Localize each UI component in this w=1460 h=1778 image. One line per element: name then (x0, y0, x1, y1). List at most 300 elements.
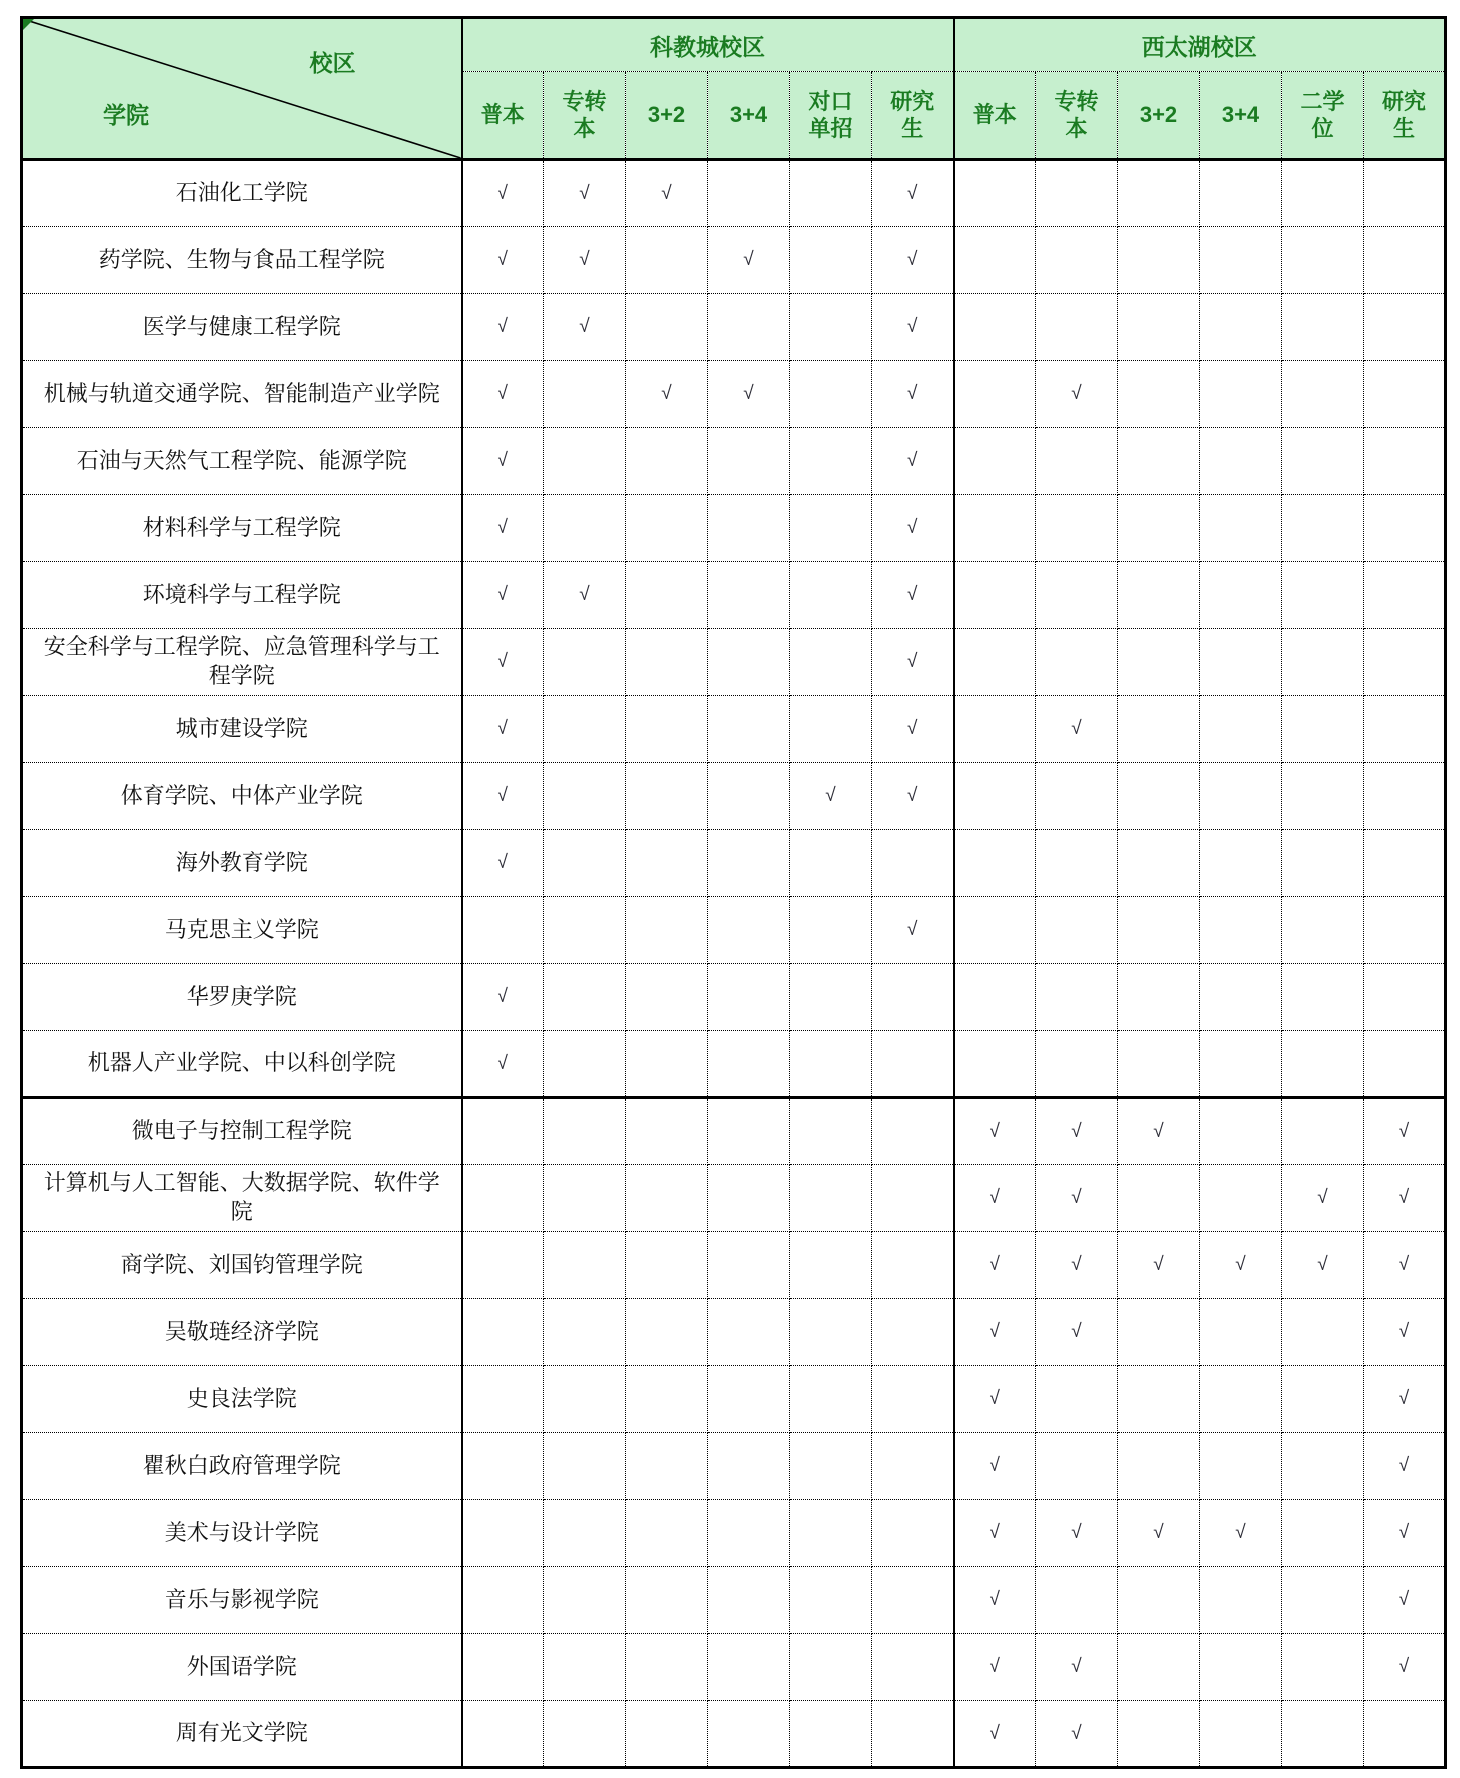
empty-cell (1282, 562, 1364, 629)
empty-cell (1036, 495, 1118, 562)
empty-cell (462, 1567, 544, 1634)
empty-cell (872, 1299, 954, 1366)
empty-cell (544, 1232, 626, 1299)
college-name-cell: 机械与轨道交通学院、智能制造产业学院 (22, 361, 462, 428)
empty-cell (872, 1567, 954, 1634)
check-mark-cell: √ (1282, 1165, 1364, 1232)
check-mark-cell: √ (1364, 1299, 1446, 1366)
check-mark-cell: √ (462, 763, 544, 830)
empty-cell (708, 964, 790, 1031)
college-name-cell: 药学院、生物与食品工程学院 (22, 227, 462, 294)
check-mark-cell: √ (1036, 361, 1118, 428)
empty-cell (954, 830, 1036, 897)
empty-cell (708, 696, 790, 763)
check-mark-cell: √ (1118, 1098, 1200, 1165)
empty-cell (790, 1634, 872, 1701)
table-row (22, 562, 1446, 629)
check-mark-cell: √ (954, 1701, 1036, 1768)
college-name-cell: 环境科学与工程学院 (22, 562, 462, 629)
empty-cell (626, 227, 708, 294)
college-name-cell: 机器人产业学院、中以科创学院 (22, 1031, 462, 1098)
empty-cell (544, 1701, 626, 1768)
empty-cell (790, 227, 872, 294)
check-mark-cell: √ (1364, 1634, 1446, 1701)
empty-cell (1118, 696, 1200, 763)
empty-cell (626, 1366, 708, 1433)
check-mark-cell: √ (872, 696, 954, 763)
empty-cell (1282, 1299, 1364, 1366)
empty-cell (1200, 1031, 1282, 1098)
check-mark-cell: √ (626, 361, 708, 428)
check-mark-cell: √ (1364, 1165, 1446, 1232)
check-mark-cell: √ (1118, 1232, 1200, 1299)
empty-cell (626, 629, 708, 696)
check-mark-cell: √ (954, 1098, 1036, 1165)
check-mark-cell: √ (462, 562, 544, 629)
empty-cell (1364, 361, 1446, 428)
empty-cell (544, 1366, 626, 1433)
empty-cell (1364, 763, 1446, 830)
empty-cell (1282, 1701, 1364, 1768)
empty-cell (1364, 629, 1446, 696)
empty-cell (708, 897, 790, 964)
empty-cell (1364, 830, 1446, 897)
college-name-cell: 外国语学院 (22, 1634, 462, 1701)
empty-cell (708, 1433, 790, 1500)
empty-cell (626, 830, 708, 897)
empty-cell (1364, 562, 1446, 629)
college-name-cell: 石油化工学院 (22, 160, 462, 227)
college-name-cell: 医学与健康工程学院 (22, 294, 462, 361)
check-mark-cell: √ (1282, 1232, 1364, 1299)
empty-cell (790, 160, 872, 227)
empty-cell (1036, 1031, 1118, 1098)
empty-cell (1282, 1366, 1364, 1433)
empty-cell (462, 1366, 544, 1433)
corner-cell (22, 18, 462, 160)
check-mark-cell: √ (1036, 1500, 1118, 1567)
check-mark-cell: √ (708, 227, 790, 294)
check-mark-cell: √ (462, 696, 544, 763)
empty-cell (1282, 897, 1364, 964)
empty-cell (626, 294, 708, 361)
empty-cell (462, 1634, 544, 1701)
empty-cell (1282, 1433, 1364, 1500)
empty-cell (1036, 160, 1118, 227)
empty-cell (708, 1366, 790, 1433)
check-mark-cell: √ (1036, 1098, 1118, 1165)
empty-cell (544, 1634, 626, 1701)
empty-cell (1036, 562, 1118, 629)
check-mark-cell: √ (872, 897, 954, 964)
empty-cell (626, 1567, 708, 1634)
table-row (22, 1500, 1446, 1567)
college-name-cell: 美术与设计学院 (22, 1500, 462, 1567)
college-name-cell: 华罗庚学院 (22, 964, 462, 1031)
empty-cell (790, 294, 872, 361)
empty-cell (790, 562, 872, 629)
table-row (22, 1366, 1446, 1433)
check-mark-cell: √ (1036, 1165, 1118, 1232)
empty-cell (954, 1031, 1036, 1098)
empty-cell (1200, 562, 1282, 629)
empty-cell (790, 1500, 872, 1567)
check-mark-cell: √ (872, 294, 954, 361)
college-name-cell: 计算机与人工智能、大数据学院、软件学院 (22, 1165, 462, 1232)
table-row (22, 763, 1446, 830)
empty-cell (954, 495, 1036, 562)
check-mark-cell: √ (1036, 1634, 1118, 1701)
col-header-kjc-3plus2: 3+2 (626, 72, 708, 160)
empty-cell (1364, 428, 1446, 495)
empty-cell (790, 1098, 872, 1165)
college-name-cell: 音乐与影视学院 (22, 1567, 462, 1634)
check-mark-cell: √ (1364, 1232, 1446, 1299)
empty-cell (954, 763, 1036, 830)
table-row (22, 1433, 1446, 1500)
empty-cell (790, 830, 872, 897)
empty-cell (1282, 696, 1364, 763)
empty-cell (1364, 1031, 1446, 1098)
empty-cell (1282, 629, 1364, 696)
empty-cell (708, 1299, 790, 1366)
check-mark-cell: √ (462, 294, 544, 361)
check-mark-cell: √ (544, 227, 626, 294)
empty-cell (544, 897, 626, 964)
check-mark-cell: √ (872, 495, 954, 562)
empty-cell (544, 495, 626, 562)
college-name-cell: 周有光文学院 (22, 1701, 462, 1768)
check-mark-cell: √ (872, 361, 954, 428)
check-mark-cell: √ (1036, 1701, 1118, 1768)
empty-cell (790, 495, 872, 562)
empty-cell (1036, 629, 1118, 696)
empty-cell (544, 1165, 626, 1232)
empty-cell (626, 1031, 708, 1098)
check-mark-cell: √ (954, 1299, 1036, 1366)
check-mark-cell: √ (462, 361, 544, 428)
empty-cell (954, 227, 1036, 294)
col-header-kjc-duikoudanzhao: 对口单招 (790, 72, 872, 160)
check-mark-cell: √ (462, 160, 544, 227)
admissions-table-sheet (20, 16, 1447, 1769)
empty-cell (872, 1500, 954, 1567)
empty-cell (1118, 227, 1200, 294)
empty-cell (1036, 1366, 1118, 1433)
campus-college-table (20, 16, 1447, 1769)
check-mark-cell: √ (462, 227, 544, 294)
empty-cell (1036, 763, 1118, 830)
check-mark-cell: √ (872, 562, 954, 629)
empty-cell (1364, 160, 1446, 227)
empty-cell (626, 1098, 708, 1165)
empty-cell (1200, 1701, 1282, 1768)
table-row (22, 1634, 1446, 1701)
empty-cell (1364, 294, 1446, 361)
empty-cell (1118, 830, 1200, 897)
corner-triangle-marker (23, 19, 34, 30)
check-mark-cell: √ (1200, 1500, 1282, 1567)
college-name-cell: 安全科学与工程学院、应急管理科学与工程学院 (22, 629, 462, 696)
college-name-cell: 海外教育学院 (22, 830, 462, 897)
empty-cell (1200, 1567, 1282, 1634)
empty-cell (462, 1500, 544, 1567)
empty-cell (708, 830, 790, 897)
corner-college-label: 学院 (103, 102, 149, 128)
empty-cell (790, 428, 872, 495)
empty-cell (954, 696, 1036, 763)
check-mark-cell: √ (872, 763, 954, 830)
col-header-xth-yanjiusheng: 研究生 (1364, 72, 1446, 160)
empty-cell (626, 1500, 708, 1567)
empty-cell (708, 495, 790, 562)
table-row (22, 629, 1446, 696)
empty-cell (544, 1299, 626, 1366)
empty-cell (1200, 763, 1282, 830)
empty-cell (1118, 1701, 1200, 1768)
empty-cell (544, 1031, 626, 1098)
table-row (22, 1165, 1446, 1232)
col-header-xth-erxuewei: 二学位 (1282, 72, 1364, 160)
empty-cell (708, 1232, 790, 1299)
empty-cell (462, 1433, 544, 1500)
empty-cell (1282, 763, 1364, 830)
check-mark-cell: √ (544, 160, 626, 227)
col-header-kjc-yanjiusheng: 研究生 (872, 72, 954, 160)
empty-cell (544, 763, 626, 830)
empty-cell (1118, 1366, 1200, 1433)
table-row (22, 696, 1446, 763)
check-mark-cell: √ (1118, 1500, 1200, 1567)
empty-cell (1036, 227, 1118, 294)
empty-cell (1118, 964, 1200, 1031)
empty-cell (544, 1567, 626, 1634)
empty-cell (1282, 495, 1364, 562)
empty-cell (1282, 227, 1364, 294)
college-name-cell: 石油与天然气工程学院、能源学院 (22, 428, 462, 495)
check-mark-cell: √ (1364, 1366, 1446, 1433)
check-mark-cell: √ (462, 964, 544, 1031)
empty-cell (708, 1500, 790, 1567)
check-mark-cell: √ (544, 562, 626, 629)
empty-cell (1282, 428, 1364, 495)
table-row (22, 964, 1446, 1031)
empty-cell (544, 361, 626, 428)
empty-cell (954, 629, 1036, 696)
table-body (22, 160, 1446, 1768)
empty-cell (790, 629, 872, 696)
empty-cell (954, 361, 1036, 428)
empty-cell (790, 1232, 872, 1299)
table-row (22, 495, 1446, 562)
check-mark-cell: √ (708, 361, 790, 428)
check-mark-cell: √ (872, 160, 954, 227)
check-mark-cell: √ (954, 1366, 1036, 1433)
col-header-xth-3plus4: 3+4 (1200, 72, 1282, 160)
empty-cell (462, 1299, 544, 1366)
empty-cell (1118, 160, 1200, 227)
empty-cell (1200, 160, 1282, 227)
check-mark-cell: √ (462, 629, 544, 696)
empty-cell (872, 964, 954, 1031)
college-name-cell: 瞿秋白政府管理学院 (22, 1433, 462, 1500)
empty-cell (872, 1433, 954, 1500)
empty-cell (708, 763, 790, 830)
empty-cell (790, 696, 872, 763)
empty-cell (1364, 227, 1446, 294)
col-header-kjc-zhuanzhuanben: 专转本 (544, 72, 626, 160)
empty-cell (1036, 1433, 1118, 1500)
empty-cell (1282, 361, 1364, 428)
empty-cell (626, 1433, 708, 1500)
empty-cell (1200, 830, 1282, 897)
empty-cell (626, 1299, 708, 1366)
empty-cell (1364, 696, 1446, 763)
empty-cell (790, 1433, 872, 1500)
empty-cell (790, 361, 872, 428)
empty-cell (1282, 964, 1364, 1031)
empty-cell (1118, 495, 1200, 562)
empty-cell (1200, 1165, 1282, 1232)
table-row (22, 1031, 1446, 1098)
empty-cell (708, 294, 790, 361)
college-name-cell: 马克思主义学院 (22, 897, 462, 964)
empty-cell (872, 1701, 954, 1768)
empty-cell (1200, 1366, 1282, 1433)
empty-cell (1118, 294, 1200, 361)
empty-cell (544, 1500, 626, 1567)
empty-cell (1200, 696, 1282, 763)
empty-cell (790, 1366, 872, 1433)
check-mark-cell: √ (544, 294, 626, 361)
empty-cell (1036, 428, 1118, 495)
empty-cell (626, 1165, 708, 1232)
empty-cell (872, 1366, 954, 1433)
empty-cell (1036, 830, 1118, 897)
check-mark-cell: √ (462, 830, 544, 897)
empty-cell (626, 964, 708, 1031)
empty-cell (626, 1232, 708, 1299)
check-mark-cell: √ (954, 1232, 1036, 1299)
empty-cell (872, 1098, 954, 1165)
empty-cell (462, 1232, 544, 1299)
college-name-cell: 体育学院、中体产业学院 (22, 763, 462, 830)
empty-cell (626, 495, 708, 562)
empty-cell (708, 1165, 790, 1232)
table-row (22, 294, 1446, 361)
empty-cell (954, 294, 1036, 361)
empty-cell (1282, 1500, 1364, 1567)
check-mark-cell: √ (1364, 1500, 1446, 1567)
empty-cell (954, 160, 1036, 227)
empty-cell (790, 1165, 872, 1232)
table-row (22, 361, 1446, 428)
check-mark-cell: √ (954, 1500, 1036, 1567)
table-row (22, 227, 1446, 294)
empty-cell (1282, 160, 1364, 227)
empty-cell (462, 1098, 544, 1165)
empty-cell (790, 1299, 872, 1366)
empty-cell (790, 964, 872, 1031)
empty-cell (872, 1031, 954, 1098)
empty-cell (1118, 1165, 1200, 1232)
empty-cell (544, 428, 626, 495)
empty-cell (708, 562, 790, 629)
check-mark-cell: √ (872, 227, 954, 294)
empty-cell (1118, 562, 1200, 629)
empty-cell (1036, 897, 1118, 964)
check-mark-cell: √ (872, 428, 954, 495)
empty-cell (626, 897, 708, 964)
col-header-kjc-3plus4: 3+4 (708, 72, 790, 160)
empty-cell (954, 562, 1036, 629)
table-row (22, 428, 1446, 495)
empty-cell (954, 964, 1036, 1031)
check-mark-cell: √ (790, 763, 872, 830)
empty-cell (626, 1701, 708, 1768)
empty-cell (1200, 1098, 1282, 1165)
empty-cell (626, 696, 708, 763)
check-mark-cell: √ (872, 629, 954, 696)
empty-cell (708, 1701, 790, 1768)
empty-cell (1118, 763, 1200, 830)
empty-cell (708, 1634, 790, 1701)
check-mark-cell: √ (462, 495, 544, 562)
check-mark-cell: √ (954, 1165, 1036, 1232)
empty-cell (790, 1701, 872, 1768)
empty-cell (708, 428, 790, 495)
college-name-cell: 商学院、刘国钧管理学院 (22, 1232, 462, 1299)
empty-cell (1364, 495, 1446, 562)
empty-cell (1200, 294, 1282, 361)
check-mark-cell: √ (1036, 1232, 1118, 1299)
empty-cell (1036, 294, 1118, 361)
diagonal-line (23, 19, 461, 158)
empty-cell (1282, 1031, 1364, 1098)
check-mark-cell: √ (1364, 1567, 1446, 1634)
empty-cell (1200, 964, 1282, 1031)
college-name-cell: 城市建设学院 (22, 696, 462, 763)
empty-cell (1118, 1433, 1200, 1500)
empty-cell (462, 1165, 544, 1232)
empty-cell (462, 897, 544, 964)
check-mark-cell: √ (954, 1567, 1036, 1634)
empty-cell (1364, 964, 1446, 1031)
empty-cell (954, 428, 1036, 495)
empty-cell (1200, 227, 1282, 294)
table-row (22, 897, 1446, 964)
empty-cell (1282, 1634, 1364, 1701)
check-mark-cell: √ (1364, 1098, 1446, 1165)
empty-cell (544, 830, 626, 897)
college-name-cell: 吴敬琏经济学院 (22, 1299, 462, 1366)
empty-cell (708, 1031, 790, 1098)
empty-cell (1118, 1299, 1200, 1366)
campus-header-xitaihu: 西太湖校区 (954, 18, 1446, 72)
empty-cell (790, 1031, 872, 1098)
empty-cell (1200, 897, 1282, 964)
empty-cell (708, 160, 790, 227)
empty-cell (544, 629, 626, 696)
empty-cell (1282, 830, 1364, 897)
col-header-xth-puben: 普本 (954, 72, 1036, 160)
empty-cell (1200, 361, 1282, 428)
empty-cell (790, 897, 872, 964)
empty-cell (1364, 897, 1446, 964)
table-row (22, 160, 1446, 227)
table-row (22, 1232, 1446, 1299)
empty-cell (872, 830, 954, 897)
